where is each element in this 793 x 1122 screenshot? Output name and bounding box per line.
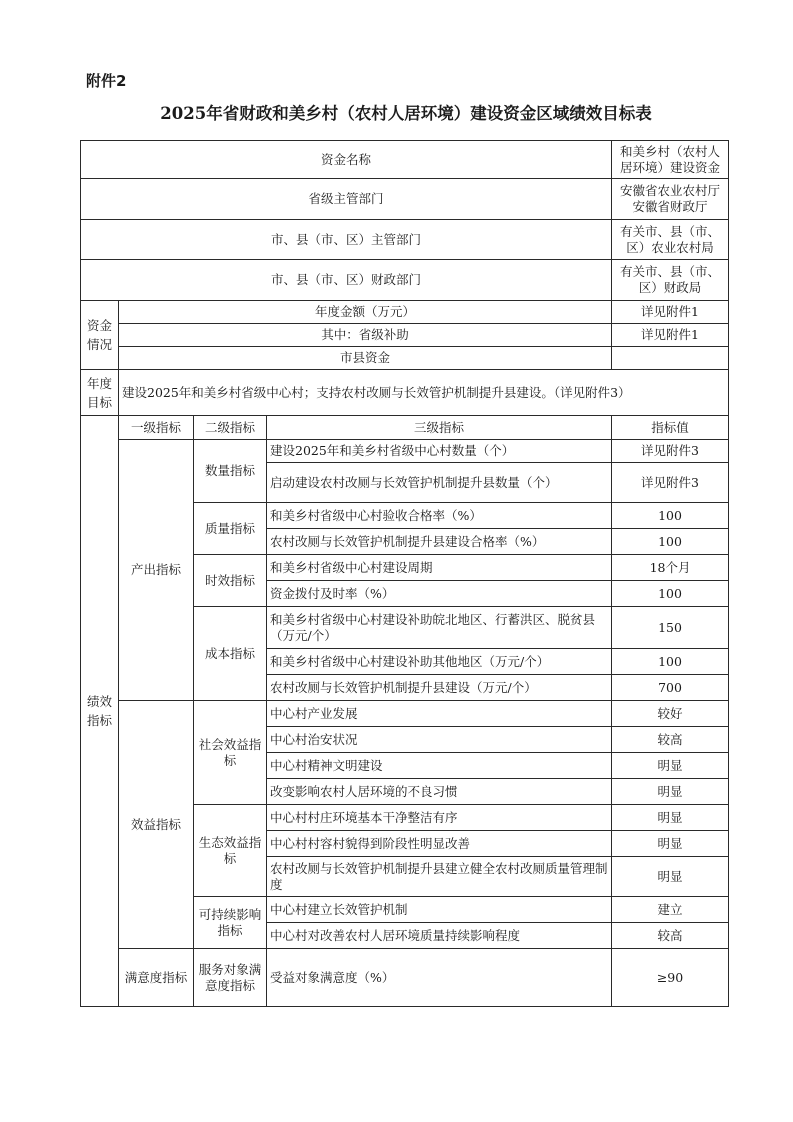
indicator-value: 明显 xyxy=(612,831,729,857)
performance-table xyxy=(80,140,729,1007)
output-indicator-label: 产出指标 xyxy=(119,440,194,701)
annual-amount-label: 年度金额（万元） xyxy=(119,301,612,324)
indicator-value: 建立 xyxy=(612,897,729,923)
indicator-value: 详见附件3 xyxy=(612,463,729,503)
indicator-value: 100 xyxy=(612,649,729,675)
indicator-name: 受益对象满意度（%） xyxy=(267,949,612,1007)
indicator-value: 150 xyxy=(612,607,729,649)
prov-subsidy-value: 详见附件1 xyxy=(612,324,729,347)
indicator-name: 中心村村容村貌得到阶段性明显改善 xyxy=(267,831,612,857)
prov-subsidy-label: 其中：省级补助 xyxy=(119,324,612,347)
indicator-name: 和美乡村省级中心村建设周期 xyxy=(267,555,612,581)
annual-goal-label: 年度目标 xyxy=(81,370,119,416)
benefit-indicator-label: 效益指标 xyxy=(119,701,194,949)
indicator-value: 18个月 xyxy=(612,555,729,581)
social-benefit-label: 社会效益指标 xyxy=(194,701,267,805)
indicator-value: 100 xyxy=(612,581,729,607)
city-fin-value: 有关市、县（市、区）财政局 xyxy=(612,260,729,301)
prov-dept-row xyxy=(81,179,729,220)
sustain-impact-label: 可持续影响指标 xyxy=(194,897,267,949)
indicator-value: 明显 xyxy=(612,805,729,831)
annual-amount-value: 详见附件1 xyxy=(612,301,729,324)
indicator-value: 较好 xyxy=(612,701,729,727)
city-funds-row xyxy=(81,347,729,370)
indicator-name: 改变影响农村人居环境的不良习惯 xyxy=(267,779,612,805)
indicator-header-row xyxy=(81,416,729,440)
indicator-name: 和美乡村省级中心村建设补助皖北地区、行蓄洪区、脱贫县（万元/个） xyxy=(267,607,612,649)
table-row xyxy=(81,949,729,1007)
level3-header: 三级指标 xyxy=(267,416,612,440)
annual-goal-row xyxy=(81,370,729,416)
indicator-name: 中心村对改善农村人居环境质量持续影响程度 xyxy=(267,923,612,949)
table-row xyxy=(81,440,729,463)
prov-subsidy-row xyxy=(81,324,729,347)
city-dept-label: 市、县（市、区）主管部门 xyxy=(81,220,612,260)
indicator-name: 中心村精神文明建设 xyxy=(267,753,612,779)
indicator-name: 资金拨付及时率（%） xyxy=(267,581,612,607)
indicator-value: 明显 xyxy=(612,753,729,779)
indicator-name: 农村改厕与长效管护机制提升县建设（万元/个） xyxy=(267,675,612,701)
indicator-name: 建设2025年和美乡村省级中心村数量（个） xyxy=(267,440,612,463)
city-dept-row xyxy=(81,220,729,260)
city-fin-row xyxy=(81,260,729,301)
perf-indicators-label: 绩效指标 xyxy=(81,416,119,1007)
indicator-name: 中心村治安状况 xyxy=(267,727,612,753)
indicator-value: ≥90 xyxy=(612,949,729,1007)
fund-name-label: 资金名称 xyxy=(81,141,612,179)
fund-name-row xyxy=(81,141,729,179)
indicator-name: 启动建设农村改厕与长效管护机制提升县数量（个） xyxy=(267,463,612,503)
value-header: 指标值 xyxy=(612,416,729,440)
indicator-value: 明显 xyxy=(612,779,729,805)
indicator-name: 和美乡村省级中心村建设补助其他地区（万元/个） xyxy=(267,649,612,675)
indicator-value: 较高 xyxy=(612,727,729,753)
indicator-value: 700 xyxy=(612,675,729,701)
annual-goal-text: 建设2025年和美乡村省级中心村；支持农村改厕与长效管护机制提升县建设。（详见附件3） xyxy=(119,370,729,416)
level1-header: 一级指标 xyxy=(119,416,194,440)
indicator-value: 100 xyxy=(612,503,729,529)
indicator-name: 农村改厕与长效管护机制提升县建立健全农村改厕质量管理制度 xyxy=(267,857,612,897)
table-row xyxy=(81,701,729,727)
eco-benefit-label: 生态效益指标 xyxy=(194,805,267,897)
annual-amount-row xyxy=(81,301,729,324)
indicator-value: 详见附件3 xyxy=(612,440,729,463)
indicator-value: 明显 xyxy=(612,857,729,897)
timeliness-indicator-label: 时效指标 xyxy=(194,555,267,607)
quantity-indicator-label: 数量指标 xyxy=(194,440,267,503)
city-funds-value xyxy=(612,347,729,370)
quality-indicator-label: 质量指标 xyxy=(194,503,267,555)
funds-group-label: 资金情况 xyxy=(81,301,119,370)
service-satisfaction-label: 服务对象满意度指标 xyxy=(194,949,267,1007)
indicator-value: 较高 xyxy=(612,923,729,949)
attachment-label: 附件2 xyxy=(86,72,127,90)
prov-dept-label: 省级主管部门 xyxy=(81,179,612,220)
satisfaction-indicator-label: 满意度指标 xyxy=(119,949,194,1007)
city-dept-value: 有关市、县（市、区）农业农村局 xyxy=(612,220,729,260)
indicator-name: 中心村产业发展 xyxy=(267,701,612,727)
cost-indicator-label: 成本指标 xyxy=(194,607,267,701)
level2-header: 二级指标 xyxy=(194,416,267,440)
indicator-name: 和美乡村省级中心村验收合格率（%） xyxy=(267,503,612,529)
prov-dept-value: 安徽省农业农村厅安徽省财政厅 xyxy=(612,179,729,220)
city-funds-label: 市县资金 xyxy=(119,347,612,370)
indicator-name: 中心村建立长效管护机制 xyxy=(267,897,612,923)
indicator-value: 100 xyxy=(612,529,729,555)
document-title: 2025年省财政和美乡村（农村人居环境）建设资金区域绩效目标表 xyxy=(160,104,652,123)
indicator-name: 农村改厕与长效管护机制提升县建设合格率（%） xyxy=(267,529,612,555)
indicator-name: 中心村村庄环境基本干净整洁有序 xyxy=(267,805,612,831)
city-fin-label: 市、县（市、区）财政部门 xyxy=(81,260,612,301)
fund-name-value: 和美乡村（农村人居环境）建设资金 xyxy=(612,141,729,179)
